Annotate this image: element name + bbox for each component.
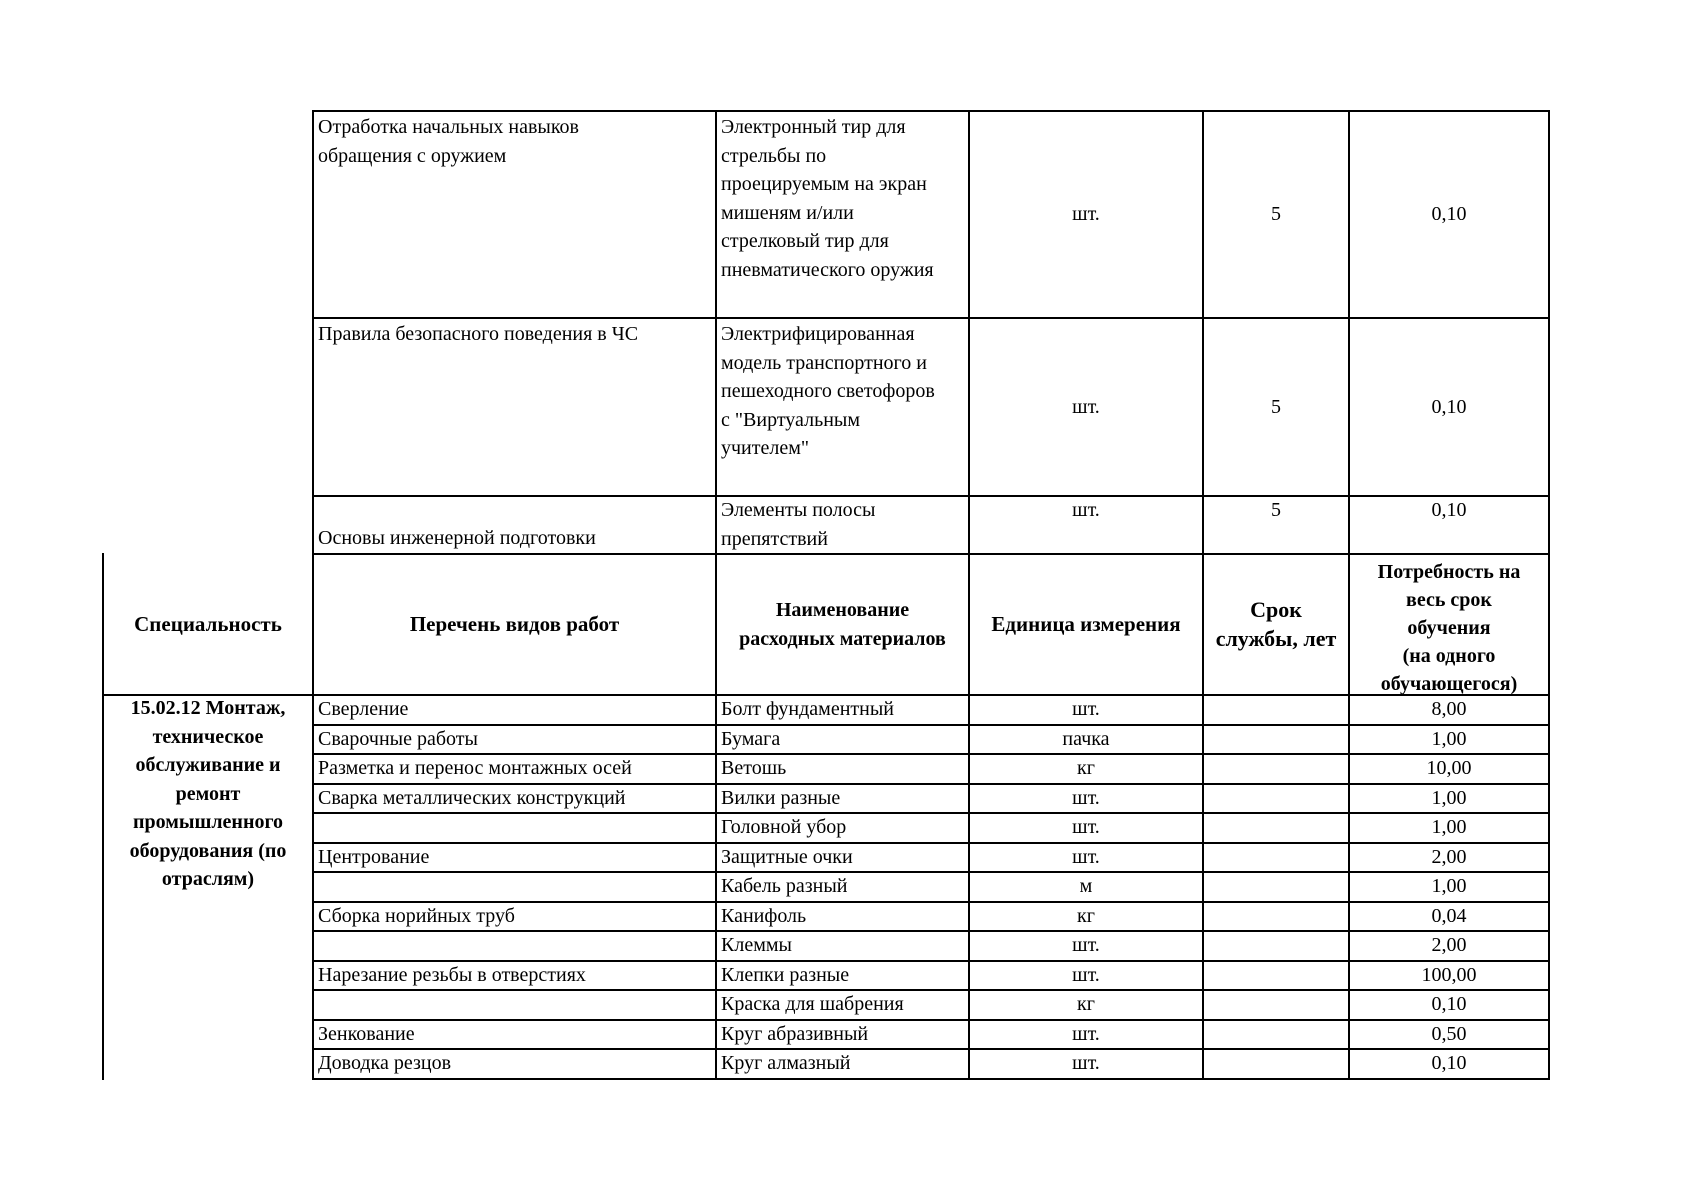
table-row-unit: кг [1077, 757, 1095, 779]
table-row-material: Канифоль [721, 905, 807, 927]
table-row-unit: шт. [1072, 816, 1100, 838]
table-row-work: Сварочные работы [318, 728, 478, 750]
table-row-material: Клепки разные [721, 964, 850, 986]
table-row-unit: шт. [1072, 1052, 1100, 1074]
table-row-work: Сварка металлических конструкций [318, 787, 626, 809]
header-unit: Единица измерения [991, 612, 1181, 637]
table-row-work: Сверление [318, 698, 409, 720]
top-row-1-term: 5 [1271, 203, 1281, 226]
table-row-material: Круг абразивный [721, 1023, 869, 1045]
top-row-2-need: 0,10 [1431, 395, 1467, 418]
header-term: Срок службы, лет [1215, 597, 1337, 651]
table-row-unit: шт. [1072, 846, 1100, 868]
table-row-unit: кг [1077, 993, 1095, 1015]
table-row-need: 1,00 [1431, 728, 1467, 750]
table-row-material: Краска для шабрения [721, 993, 904, 1015]
table-row-material: Бумага [721, 728, 781, 750]
top-row-1-unit: шт. [1072, 203, 1100, 226]
table-row-work: Центрование [318, 846, 430, 868]
table-row-work: Нарезание резьбы в отверстиях [318, 964, 586, 986]
top-row-2-work: Правила безопасного поведения в ЧС [318, 323, 639, 345]
table-row-unit: шт. [1072, 787, 1100, 809]
table-row-need: 2,00 [1431, 934, 1467, 956]
top-row-1-material: Электронный тир для стрельбы по проецируемым на экран мишеням и/или стрелковый тир для пневматического оружия [721, 116, 934, 281]
table-row-material: Ветошь [721, 757, 787, 779]
table-row-need: 1,00 [1431, 816, 1467, 838]
header-specialty: Специальность [134, 612, 282, 637]
table-row-need: 1,00 [1431, 875, 1467, 897]
top-row-2-unit: шт. [1072, 395, 1100, 418]
table-row-unit: кг [1077, 905, 1095, 927]
top-row-3-term: 5 [1271, 499, 1281, 521]
table-row-need: 2,00 [1431, 846, 1467, 868]
table-row-unit: м [1079, 875, 1093, 897]
table-rule [1548, 110, 1550, 1080]
top-row-1-work: Отработка начальных навыков обращения с оружием [318, 116, 579, 167]
table-row-need: 0,10 [1431, 993, 1467, 1015]
table-rule [313, 1078, 1550, 1080]
specialty-name: 15.02.12 Монтаж, техническое обслуживание и ремонт промышленного оборудования (по отраслям) [129, 697, 287, 890]
table-row-unit: пачка [1062, 728, 1110, 750]
header-works: Перечень видов работ [409, 612, 620, 637]
header-material: Наименование расходных материалов [739, 599, 946, 650]
header-need: Потребность на весь срок обучения (на одного обучающегося) [1377, 560, 1521, 695]
table-row-material: Кабель разный [721, 875, 848, 897]
table-row-material: Вилки разные [721, 787, 841, 809]
top-row-3-material: Элементы полосы препятствий [721, 499, 876, 550]
top-row-3-unit: шт. [1072, 499, 1100, 521]
table-row-unit: шт. [1072, 934, 1100, 956]
table-row-need: 0,50 [1431, 1023, 1467, 1045]
table-row-work: Зенкование [318, 1023, 415, 1045]
top-row-3-work: Основы инженерной подготовки [318, 527, 596, 549]
table-row-unit: шт. [1072, 964, 1100, 986]
table-row-need: 0,10 [1431, 1052, 1467, 1074]
table-row-material: Головной убор [721, 816, 847, 838]
table-row-work: Разметка и перенос монтажных осей [318, 757, 632, 779]
table-row-unit: шт. [1072, 1023, 1100, 1045]
table-row-material: Болт фундаментный [721, 698, 894, 720]
table-row-material: Клеммы [721, 934, 792, 956]
table-row-work: Доводка резцов [318, 1052, 452, 1074]
table-row-need: 0,04 [1431, 905, 1467, 927]
table-row-need: 10,00 [1426, 757, 1472, 779]
top-row-1-need: 0,10 [1431, 203, 1467, 226]
top-row-2-material: Электрифицированная модель транспортного и пешеходного светофоров с "Виртуальным учителем" [721, 323, 935, 459]
top-row-3-need: 0,10 [1431, 499, 1467, 521]
table-row-unit: шт. [1072, 698, 1100, 720]
table-row-material: Защитные очки [721, 846, 853, 868]
table-row-material: Круг алмазный [721, 1052, 851, 1074]
top-row-2-term: 5 [1271, 395, 1281, 418]
table-row-work: Сборка норийных труб [318, 905, 515, 927]
table-row-need: 100,00 [1421, 964, 1477, 986]
table-row-need: 8,00 [1431, 698, 1467, 720]
table-row-need: 1,00 [1431, 787, 1467, 809]
